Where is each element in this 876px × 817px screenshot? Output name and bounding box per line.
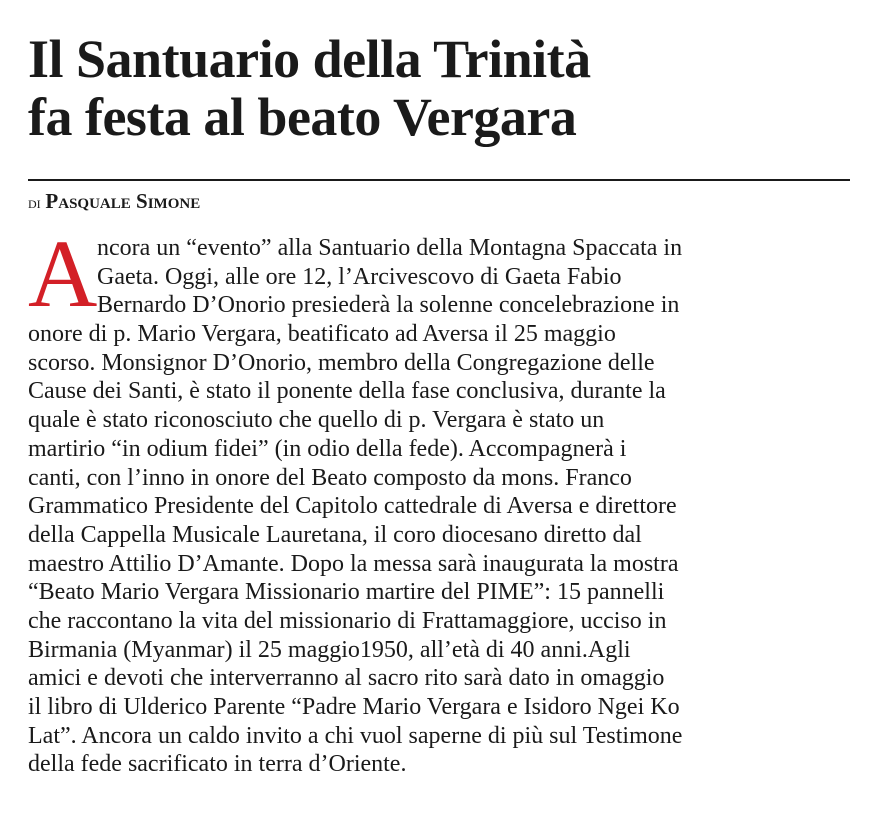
body-line: scorso. Monsignor D’Onorio, membro della Congregazione delle: [28, 349, 655, 376]
body-line: quale è stato riconosciuto che quello di p. Vergara è stato un: [28, 407, 605, 434]
byline: [28, 188, 850, 216]
body-line: Birmania (Myanmar) il 25 maggio1950, all’età di 40 anni.Agli: [28, 636, 631, 663]
divider-rule: [28, 179, 850, 181]
body-line: che raccontano la vita del missionario di Frattamaggiore, ucciso in: [28, 607, 667, 634]
byline-prefix: di: [28, 193, 41, 212]
article-body: [28, 220, 850, 779]
body-line: Gaeta. Oggi, alle ore 12, l’Arcivescovo di Gaeta Fabio: [97, 263, 622, 290]
body-line: ncora un “evento” alla Santuario della Montagna Spaccata in: [97, 235, 683, 261]
body-line: onore di p. Mario Vergara, beatificato ad Aversa il 25 maggio: [28, 321, 616, 348]
body-line: Grammatico Presidente del Capitolo cattedrale di Aversa e direttore: [28, 493, 677, 520]
drop-cap: A: [28, 220, 98, 327]
body-line: della Cappella Musicale Lauretana, il coro diocesano diretto dal: [28, 521, 642, 548]
body-line: il libro di Ulderico Parente “Padre Mario Vergara e Isidoro Ngei Ko: [28, 694, 680, 720]
headline-line: fa festa al beato Vergara: [28, 87, 577, 147]
byline-author: Pasquale Simone: [45, 189, 201, 213]
article: [28, 30, 850, 779]
body-line: della fede sacrificato in terra d’Oriente.: [28, 751, 407, 778]
body-line: amici e devoti che interverranno al sacro rito sarà dato in omaggio: [28, 665, 665, 692]
body-line: martirio “in odium fidei” (in odio della fede). Accompagnerà i: [28, 435, 627, 462]
headline: [28, 30, 850, 146]
body-line: maestro Attilio D’Amante. Dopo la messa sarà inaugurata la mostra: [28, 550, 679, 577]
headline-line: Il Santuario della Trinità: [28, 29, 591, 89]
body-line: “Beato Mario Vergara Missionario martire del PIME”: 15 pannelli: [28, 579, 665, 606]
body-line: canti, con l’inno in onore del Beato composto da mons. Franco: [28, 464, 632, 491]
body-line: Lat”. Ancora un caldo invito a chi vuol saperne di più sul Testimone: [28, 722, 683, 749]
body-line: Cause dei Santi, è stato il ponente della fase conclusiva, durante la: [28, 378, 666, 405]
body-line: Bernardo D’Onorio presiederà la solenne concelebrazione in: [97, 292, 680, 319]
